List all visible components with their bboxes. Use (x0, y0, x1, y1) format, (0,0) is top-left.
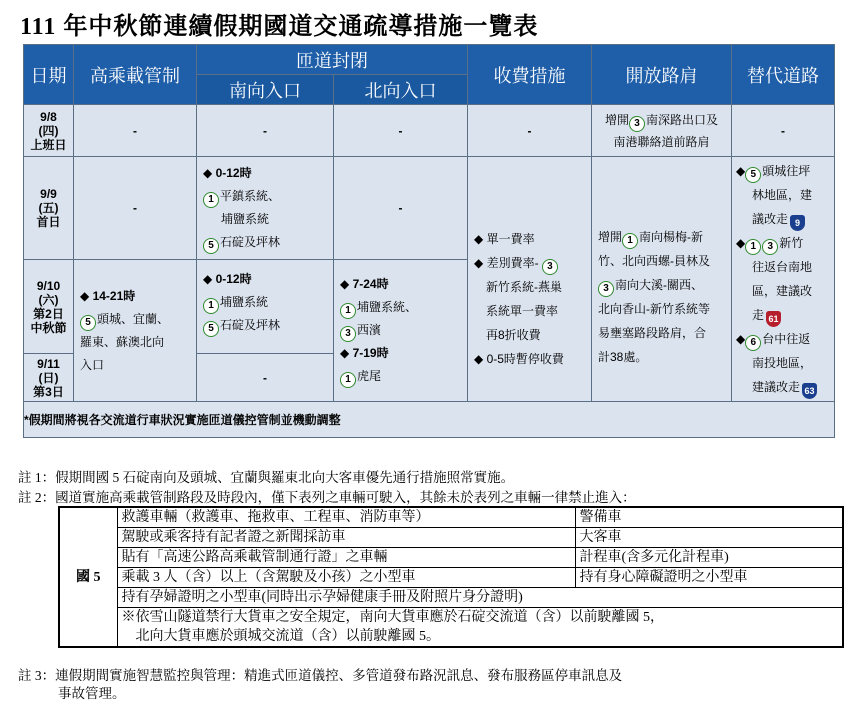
freeway-6-icon: 6 (745, 335, 761, 351)
vehicle-cell: 持有孕婦證明之小型車(同時出示孕婦健康手冊及附照片身分證明) (117, 588, 843, 608)
north-cell: - (334, 105, 468, 157)
vehicle-table (58, 506, 844, 648)
south-cell: ◆ 0-12時 1 埔鹽系統 5 石碇及坪林 (197, 260, 334, 354)
freeway-3-icon: 3 (598, 281, 614, 297)
note-3: 註 3：連假期間實施智慧監控與管理：精進式匝道儀控、多管道發布路況訊息、發布服務區停車訊息及 (18, 668, 623, 683)
date-cell: 9/8 (四) 上班日 (24, 105, 74, 157)
vehicle-cell: 乘載 3 人（含）以上（含駕駛及小孩）之小型車 (117, 568, 575, 588)
toll-cell: ◆ 單一費率 ◆ 差別費率- 3 新竹系統-燕巢 系統單一費率 再8折收費 ◆ 0-5時暫停收費 (468, 157, 592, 402)
freeway-1-icon: 1 (622, 233, 638, 249)
vehicle-cell: 持有身心障礙證明之小型車 (575, 568, 843, 588)
vehicle-cell: 貼有「高速公路高乘載管制通行證」之車輛 (117, 548, 575, 568)
route-9-icon: 9 (790, 215, 805, 231)
freeway-1-icon: 1 (745, 239, 761, 255)
route-63-icon: 63 (802, 383, 817, 399)
shoulder-cell: 增開 3 南深路出口及 南港聯絡道前路肩 (592, 105, 732, 157)
freeway-1-icon: 1 (203, 298, 219, 314)
freeway-5-icon: 5 (80, 315, 96, 331)
freeway-5-icon: 5 (203, 238, 219, 254)
north-cell: - (334, 157, 468, 260)
header-date: 日期 (24, 45, 74, 105)
south-cell: - (197, 105, 334, 157)
measures-table (23, 44, 835, 438)
vehicle-cell: 大客車 (575, 528, 843, 548)
route-61-icon: 61 (766, 311, 781, 327)
north-cell: ◆ 7-24時 1 埔鹽系統、 3 西濱 ◆ 7-19時 1 虎尾 (334, 260, 468, 402)
header-hov: 高乘載管制 (74, 45, 197, 105)
freeway-3-icon: 3 (542, 259, 558, 275)
south-cell: - (197, 354, 334, 402)
vehicle-cell: 駕駛或乘客持有記者證之新聞採訪車 (117, 528, 575, 548)
freeway-1-icon: 1 (340, 303, 356, 319)
header-toll: 收費措施 (468, 45, 592, 105)
freeway-5-icon: 5 (203, 321, 219, 337)
toll-cell: - (468, 105, 592, 157)
date-cell: 9/10 (六) 第2日 中秋節 (24, 260, 74, 354)
alt-cell: - (732, 105, 835, 157)
south-cell: ◆ 0-12時 1 平鎮系統、 埔鹽系統 5 石碇及坪林 (197, 157, 334, 260)
date-cell: 9/11 (日) 第3日 (24, 354, 74, 402)
freeway-3-icon: 3 (762, 239, 778, 255)
hov-cell: - (74, 157, 197, 260)
hov-cell: - (74, 105, 197, 157)
freeway-3-icon: 3 (340, 326, 356, 342)
table-footnote: *假期間將視各交流道行車狀況實施匝道儀控管制並機動調整 (24, 402, 835, 438)
note-2: 註 2：國道實施高乘載管制路段及時段內，僅下表列之車輛可駛入，其餘未於表列之車輛一律禁止進入： (18, 490, 636, 505)
vehicle-cell: 警備車 (575, 507, 843, 528)
header-ramp: 匝道封閉 (197, 45, 468, 75)
hov-cell: ◆ 14-21時 5 頭城、宜蘭、 羅東、蘇澳北向 入口 (74, 260, 197, 402)
header-north: 北向入口 (334, 75, 468, 105)
page-title: 111 年中秋節連續假期國道交通疏導措施一覽表 (20, 14, 539, 40)
header-shoulder: 開放路肩 (592, 45, 732, 105)
date-cell: 9/9 (五) 首日 (24, 157, 74, 260)
freeway-5-icon: 5 (745, 167, 761, 183)
snow-tunnel-note-2: 北向大貨車應於頭城交流道（含）以前駛離國 5。 (117, 627, 843, 647)
freeway-1-icon: 1 (340, 372, 356, 388)
vehicle-cell: 計程車(含多元化計程車) (575, 548, 843, 568)
shoulder-cell: 增開 1 南向楊梅-新 竹、北向西螺-員林及 3 南向大溪-關西、 北向香山-新竹系統等 易壅塞路段路肩，合 計38處。 (592, 157, 732, 402)
alt-cell: ◆ 5 頭城往坪 林地區，建 議改走 9 ◆ 1 3 新竹 往返台南地 區，建議改 走 61 ◆ 6 台中往返 南投地區， 建議改走 63 (732, 157, 835, 402)
vehicle-cell: 救護車輛（救護車、拖救車、工程車、消防車等） (117, 507, 575, 528)
header-south: 南向入口 (197, 75, 334, 105)
freeway-3-icon: 3 (629, 116, 645, 132)
header-alt: 替代道路 (732, 45, 835, 105)
freeway-1-icon: 1 (203, 192, 219, 208)
vehicle-table-label: 國 5 (59, 507, 117, 647)
note-3-cont: 事故管理。 (58, 686, 126, 701)
snow-tunnel-note: ※依雪山隧道禁行大貨車之安全規定，南向大貨車應於石碇交流道（含）以前駛離國 5， (117, 608, 843, 628)
note-1: 註 1：假期間國 5 石碇南向及頭城、宜蘭與羅東北向大客車優先通行措施照常實施。 (18, 470, 515, 485)
